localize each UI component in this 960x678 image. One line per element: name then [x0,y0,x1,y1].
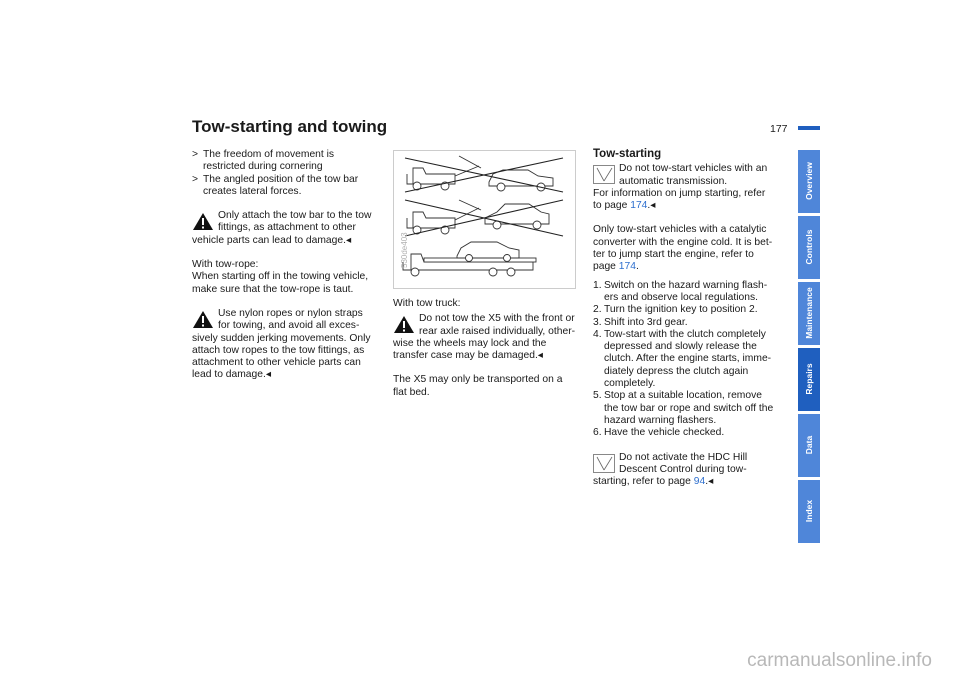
tab-maintenance[interactable]: Maintenance [798,282,820,345]
column-2 [393,298,583,399]
tow-rope-heading: With tow-rope: [192,259,259,271]
flatbed-text: The X5 may only be transported on a flat bed. [393,374,563,398]
page-number-bar [798,126,820,130]
warning-note: Do not tow the X5 with the front or rear axle raised individually, other- wise the wheels may lock and the transfer case may be damaged.◂ [393,313,576,362]
tab-index[interactable]: Index [798,480,820,543]
page-title: Tow-starting and towing [192,117,388,136]
page-link[interactable]: 174 [630,200,648,212]
bullet-marker: > [192,149,199,160]
tow-truck-heading: With tow truck: [393,298,461,309]
bullet-marker: > [192,173,199,185]
steps-list [593,280,793,440]
list-item: 2. Turn the ignition key to position 2. [593,304,758,316]
warning-icon [393,315,415,334]
tab-overview[interactable]: Overview [798,150,820,213]
tow-rope-text: When starting off in the towing vehicle, make sure that the tow-rope is taut. [192,271,369,295]
column-3 [593,148,793,488]
jump-start-ref: For information on jump starting, refer to page 174.◂ [593,187,766,212]
page-number: 177 [770,123,788,135]
list-item: 1. Switch on the hazard warning flash- ers and observe local regulations. [593,279,768,303]
note-icon [593,454,615,473]
note-icon [593,165,615,184]
image-code: 530de403 [400,232,409,268]
towing-illustration [393,150,576,289]
list-item: 4. Tow-start with the clutch completely depressed and slowly release the clutch. After the engine starts, imme- diately depress the clutch again completely. [593,328,772,390]
bullet-list [192,149,384,198]
warning-icon [192,310,214,329]
page-link[interactable]: 94 [693,476,706,488]
column-1 [192,149,384,382]
warning-note: Use nylon ropes or nylon straps for towing, and avoid all exces- sively sudden jerking movements. Only attach tow ropes to the tow fittings, as attachment to other vehicle parts can lead to damage.◂ [192,307,371,381]
tab-controls[interactable]: Controls [798,216,820,279]
info-note: Do not activate the HDC Hill Descent Control during tow- starting, refer to page 94.◂ [593,451,748,488]
watermark: carmanualsonline.info [747,650,932,671]
catalytic-text: Only tow-start vehicles with a catalytic converter with the engine cold. It is bet- ter to jump start the engine, refer to page 174. [593,224,773,273]
list-item: > The freedom of movement is restricted during cornering [192,149,335,173]
section-heading: Tow-starting [593,148,662,160]
tab-data[interactable]: Data [798,414,820,477]
list-item: 6. Have the vehicle checked. [593,427,725,439]
page-link[interactable]: 174 [618,261,636,273]
warning-note: Only attach the tow bar to the tow fittings, as attachment to other vehicle parts can lead to damage.◂ [192,210,372,246]
list-item: > The angled position of the tow bar creates lateral forces. [192,173,359,197]
tab-repairs[interactable]: Repairs [798,348,820,411]
warning-icon [192,212,214,231]
info-note: Do not tow-start vehicles with an automatic transmission. [593,163,793,188]
list-item: 3. Shift into 3rd gear. [593,316,688,328]
list-item: 5. Stop at a suitable location, remove the tow bar or rope and switch off the hazard warning flashers. [593,390,774,426]
towing-illustration-svg [393,150,576,289]
